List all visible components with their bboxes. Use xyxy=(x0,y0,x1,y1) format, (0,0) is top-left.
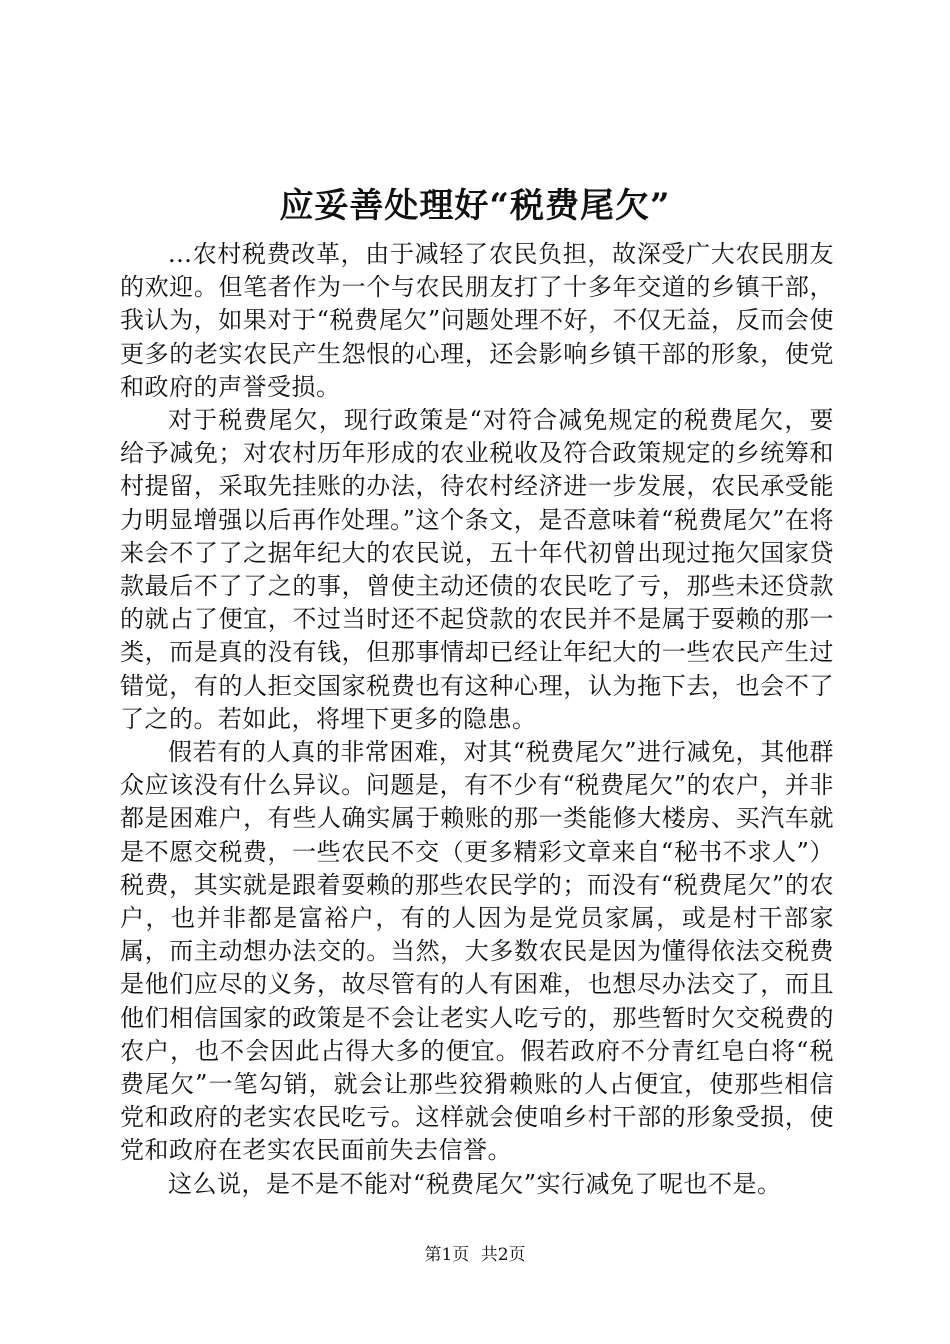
document-title: 应妥善处理好“税费尾欠” xyxy=(279,186,671,226)
document-body xyxy=(120,238,834,1201)
page-footer xyxy=(0,1243,950,1267)
paragraph-2: 对于税费尾欠，现行政策是“对符合减免规定的税费尾欠，要给予减免；对农村历年形成的农业税收及符合政策规定的乡统筹和村提留，采取先挂账的办法，待农村经济进一步发展，农民承受能力明显增强以后再作处理。”这个条文，是否意味着“税费尾欠”在将来会不了了之据年纪大的农民说，五十年代初曾出现过拖欠国家贷款最后不了了之的事，曾使主动还债的农民吃了亏，那些未还贷款的就占了便宜，不过当时还不起贷款的农民并不是属于耍赖的那一类，而是真的没有钱，但那事情却已经让年纪大的一些农民产生过错觉，有的人拒交国家税费也有这种心理，认为拖下去，也会不了了之的。若如此，将埋下更多的隐患。 xyxy=(120,406,834,733)
paragraph-3: 假若有的人真的非常困难，对其“税费尾欠”进行减免，其他群众应该没有什么异议。问题是，有不少有“税费尾欠”的农户，并非都是困难户，有些人确实属于赖账的那一类能修大楼房、买汽车就是不愿交税费，一些农民不交（更多精彩文章来自“秘书不求人”）税费，其实就是跟着耍赖的那些农民学的；而没有“税费尾欠”的农户，也并非都是富裕户，有的人因为是党员家属，或是村干部家属，而主动想办法交的。当然，大多数农民是因为懂得依法交税费是他们应尽的义务，故尽管有的人有困难，也想尽办法交了，而且他们相信国家的政策是不会让老实人吃亏的，那些暂时欠交税费的农户，也不会因此占得大多的便宜。假若政府不分青红皂白将“税费尾欠”一笔勾销，就会让那些狡猾赖账的人占便宜，使那些相信党和政府的老实农民吃亏。这样就会使咱乡村干部的形象受损，使党和政府在老实农民面前失去信誉。 xyxy=(120,738,834,1165)
page-total: 共2页 xyxy=(480,1245,526,1265)
paragraph-1: ...农村税费改革，由于减轻了农民负担，故深受广大农民朋友的欢迎。但笔者作为一个与农民朋友打了十多年交道的乡镇干部，我认为，如果对于“税费尾欠”问题处理不好，不仅无益，反而会使更多的老实农民产生怨恨的心理，还会影响乡镇干部的形象，使党和政府的声誉受损。 xyxy=(120,240,834,401)
page-number: 第1页 xyxy=(424,1245,470,1265)
paragraph-4: 这么说，是不是不能对“税费尾欠”实行减免了呢也不是。 xyxy=(168,1169,782,1198)
